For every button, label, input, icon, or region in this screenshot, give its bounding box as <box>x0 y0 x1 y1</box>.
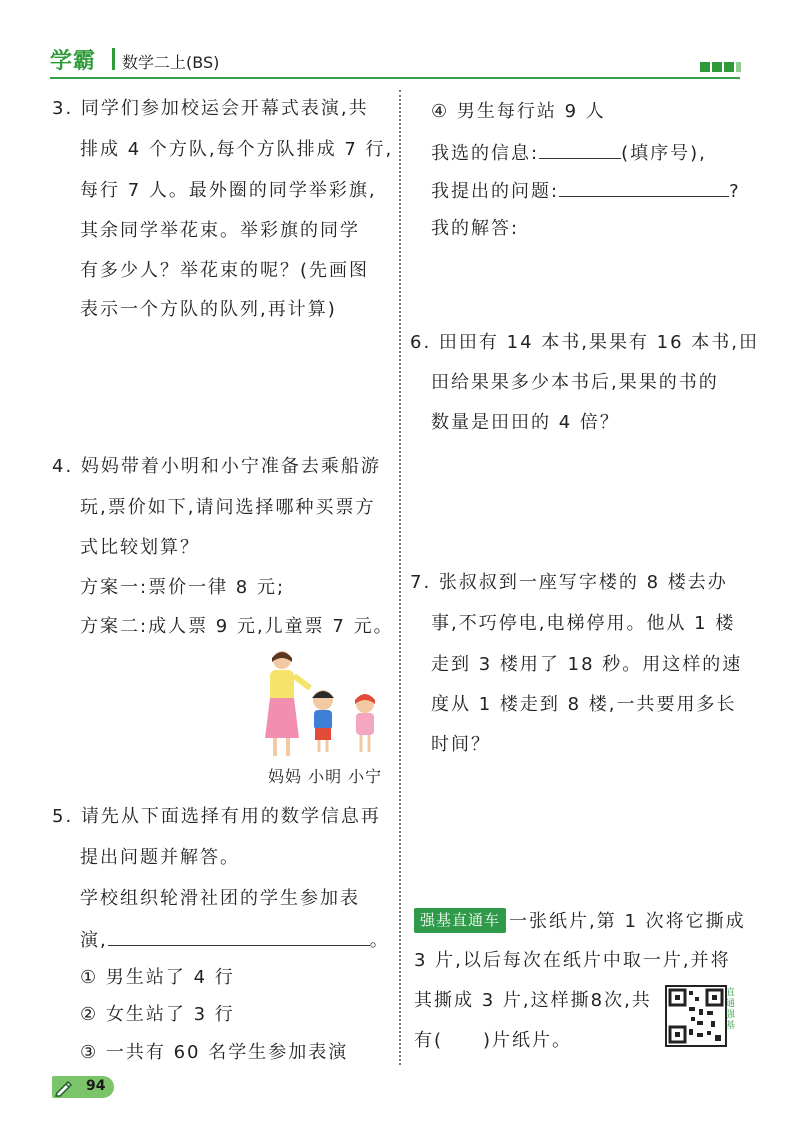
q5-line: 5. 请先从下面选择有用的数学信息再 <box>52 806 381 827</box>
q4-line: 式比较划算？ <box>80 537 200 558</box>
q5-option-2: ② 女生站了 3 行 <box>80 1004 235 1025</box>
q3-line: 有多少人？举花束的呢？(先画图 <box>80 260 370 281</box>
q5-context-end: 。 <box>369 930 390 951</box>
qr-code-icon[interactable] <box>665 985 727 1047</box>
pencil-icon <box>54 1077 76 1097</box>
chosen-info-hint: (填序号), <box>621 143 707 164</box>
mother-figure <box>265 651 310 756</box>
q4-line: 4. 妈妈带着小明和小宁准备去乘船游 <box>52 456 381 477</box>
q7-line: 7. 张叔叔到一座写字楼的 8 楼去办 <box>410 572 728 593</box>
q3-line: 3. 同学们参加校运会开幕式表演,共 <box>52 98 369 119</box>
header-square-icon <box>724 62 734 72</box>
header-square-icon <box>700 62 710 72</box>
header-rule <box>50 77 740 79</box>
question-label: 我提出的问题: <box>431 181 560 202</box>
q3-line: 其余同学举花束。举彩旗的同学 <box>80 220 360 241</box>
family-illustration <box>255 648 390 763</box>
q5-context-fill <box>80 927 390 954</box>
bonus-line: 其撕成 3 片,这样撕8次,共 <box>414 990 652 1011</box>
q6-line: 田给果果多少本书后,果果的书的 <box>431 372 719 393</box>
boy-figure <box>312 690 334 752</box>
brand-logo: 学霸 <box>50 49 97 74</box>
q5-context: 学校组织轮滑社团的学生参加表 <box>80 888 360 909</box>
qr-label: 直通强基 <box>726 988 736 1031</box>
bonus-line: 有( )片纸片。 <box>414 1030 573 1051</box>
chosen-info-row <box>431 140 707 167</box>
q4-plan-1: 方案一:票价一律 8 元; <box>80 577 286 598</box>
bonus-line: 3 片,以后每次在纸片中取一片,并将 <box>414 950 731 971</box>
column-divider <box>399 90 401 1065</box>
q4-line: 玩,票价如下,请问选择哪种买票方 <box>80 497 376 518</box>
question-row <box>431 178 741 205</box>
question-end: ? <box>729 181 741 202</box>
bonus-line: 一张纸片,第 1 次将它撕成 <box>509 911 746 932</box>
q4-plan-2: 方案二:成人票 9 元,儿童票 7 元。 <box>80 616 394 637</box>
q7-line: 事,不巧停电,电梯停用。他从 1 楼 <box>431 613 736 634</box>
q5-line: 提出问题并解答。 <box>80 847 240 868</box>
answer-label: 我的解答: <box>431 218 520 239</box>
q5-context-blank[interactable] <box>108 927 370 946</box>
q5-option-1: ① 男生站了 4 行 <box>80 967 235 988</box>
q5-option-4: ④ 男生每行站 9 人 <box>431 101 606 122</box>
bonus-badge: 强基直通车 <box>414 908 506 933</box>
header-square-icon <box>712 62 722 72</box>
q5-option-3: ③ 一共有 60 名学生参加表演 <box>80 1042 349 1063</box>
girl-figure <box>355 694 375 752</box>
q3-line: 排成 4 个方队,每个方队排成 7 行, <box>80 139 394 160</box>
subject-title: 数学二上(BS) <box>122 53 220 72</box>
logo-divider <box>112 48 115 70</box>
q7-line: 时间？ <box>431 734 491 755</box>
header-square-icon <box>736 62 741 72</box>
q6-line: 数量是田田的 4 倍？ <box>431 412 620 433</box>
illustration-caption: 妈妈 小明 小宁 <box>268 767 383 786</box>
chosen-info-blank[interactable] <box>539 140 621 159</box>
page-number: 94 <box>86 1078 106 1094</box>
q3-line: 每行 7 人。最外圈的同学举彩旗, <box>80 180 377 201</box>
q5-context-text: 演, <box>80 930 108 951</box>
q3-line: 表示一个方队的队列,再计算) <box>80 299 337 320</box>
chosen-info-label: 我选的信息: <box>431 143 540 164</box>
q6-line: 6. 田田有 14 本书,果果有 16 本书,田 <box>410 332 760 353</box>
q7-line: 走到 3 楼用了 18 秒。用这样的速 <box>431 654 743 675</box>
question-blank[interactable] <box>559 178 729 197</box>
q7-line: 度从 1 楼走到 8 楼,一共要用多长 <box>431 694 737 715</box>
